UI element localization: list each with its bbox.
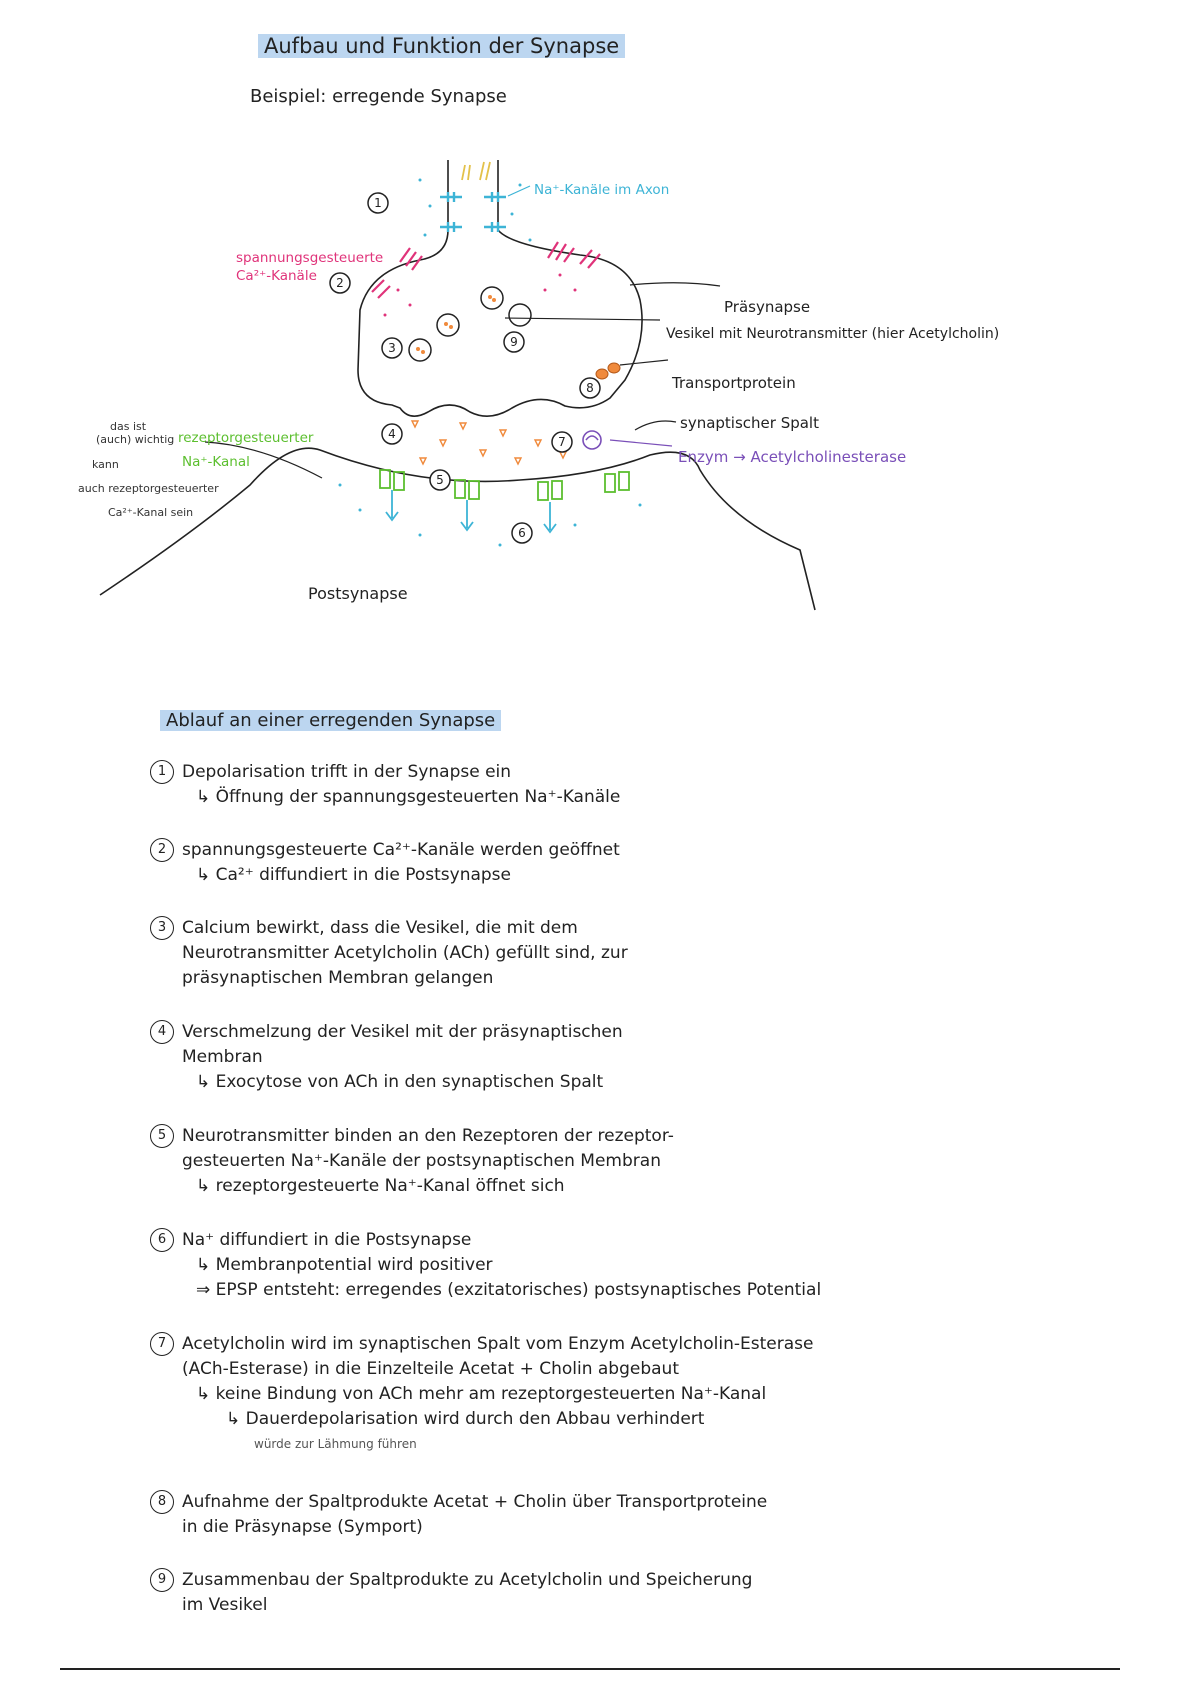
marker-2: 2 (336, 276, 344, 290)
step-2 (150, 838, 1050, 888)
step-line: Zusammenbau der Spaltprodukte zu Acetylcholin und Speicherung (182, 1570, 753, 1590)
leader-lines (205, 283, 720, 478)
process-title: Ablauf an einer erregenden Synapse (160, 710, 501, 731)
label-spalt: synaptischer Spalt (680, 414, 819, 432)
step-line: in die Präsynapse (Symport) (182, 1517, 423, 1537)
marker-7: 7 (558, 435, 566, 449)
step-9 (150, 1568, 1050, 1618)
label-na-axon: Na⁺-Kanäle im Axon (534, 182, 670, 198)
synapse-diagram (0, 140, 1200, 640)
step-number: 8 (150, 1490, 174, 1514)
step-8 (150, 1490, 1050, 1540)
step-number: 9 (150, 1568, 174, 1592)
marker-4: 4 (388, 427, 396, 441)
na-channels-axon (440, 192, 506, 232)
step-3 (150, 916, 1050, 991)
step-line: Neurotransmitter binden an den Rezeptoren der rezeptor- (182, 1126, 674, 1146)
step-line: Neurotransmitter Acetylcholin (ACh) gefüllt sind, zur (182, 943, 628, 963)
side-note-4: auch rezeptorgesteuerter (78, 482, 219, 495)
step-line: Acetylcholin wird im synaptischen Spalt vom Enzym Acetylcholin-Esterase (182, 1334, 814, 1354)
step-line: im Vesikel (182, 1595, 268, 1615)
ion-dots (339, 179, 642, 547)
step-number: 7 (150, 1332, 174, 1356)
step-number: 4 (150, 1020, 174, 1044)
page-subtitle: Beispiel: erregende Synapse (250, 86, 507, 107)
label-transportprotein: Transportprotein (672, 374, 796, 392)
step-line: Membran (182, 1047, 263, 1067)
step-line: ↳ Ca²⁺ diffundiert in die Postsynapse (196, 865, 511, 885)
step-6 (150, 1228, 1050, 1303)
marker-8: 8 (586, 381, 594, 395)
transport-protein (596, 363, 620, 379)
step-line: ↳ Dauerdepolarisation wird durch den Abbau verhindert (226, 1409, 705, 1429)
step-line: Verschmelzung der Vesikel mit der präsynaptischen (182, 1022, 623, 1042)
enzyme-ache (583, 431, 601, 449)
ca-dots (384, 274, 577, 317)
label-enzym: Enzym → Acetylcholinesterase (678, 448, 907, 466)
label-rezeptor-line2: Na⁺-Kanal (182, 454, 250, 470)
page-divider (60, 1668, 1120, 1670)
step-line: ↳ Öffnung der spannungsgesteuerten Na⁺-Kanäle (196, 787, 621, 807)
marker-9: 9 (510, 335, 518, 349)
label-ca-line1: spannungsgesteuerte (236, 250, 384, 266)
step-number: 2 (150, 838, 174, 862)
side-note-2: (auch) wichtig (96, 433, 175, 446)
side-note-5: Ca²⁺-Kanal sein (108, 506, 194, 519)
step-4 (150, 1020, 1050, 1095)
na-influx-arrows (386, 490, 556, 532)
marker-6: 6 (518, 526, 526, 540)
step-7 (150, 1332, 1050, 1457)
step-line: Depolarisation trifft in der Synapse ein (182, 762, 512, 782)
marker-3: 3 (388, 341, 396, 355)
label-vesikel: Vesikel mit Neurotransmitter (hier Acetylcholin) (666, 326, 1000, 342)
step-line: ⇒ EPSP entsteht: erregendes (exzitatorisches) postsynaptisches Potential (196, 1280, 822, 1300)
step-line: spannungsgesteuerte Ca²⁺-Kanäle werden geöffnet (182, 840, 620, 860)
step-1 (150, 760, 1050, 810)
postsynapse-membrane (100, 448, 815, 610)
step-line: ↳ Membranpotential wird positiver (196, 1255, 493, 1275)
na-ion-arrows (462, 162, 490, 180)
marker-1: 1 (374, 196, 382, 210)
cleft-transmitter (412, 421, 566, 464)
step-number: 3 (150, 916, 174, 940)
label-ca-line2: Ca²⁺-Kanäle (236, 268, 317, 284)
receptor-channels (380, 470, 629, 500)
step-5 (150, 1124, 1050, 1199)
step-number: 6 (150, 1228, 174, 1252)
page-title: Aufbau und Funktion der Synapse (258, 34, 625, 58)
step-line: ↳ keine Bindung von ACh mehr am rezeptorgesteuerten Na⁺-Kanal (196, 1384, 767, 1404)
label-praesynapse: Präsynapse (724, 298, 811, 316)
step-number: 1 (150, 760, 174, 784)
step-line: Na⁺ diffundiert in die Postsynapse (182, 1230, 472, 1250)
label-rezeptor-line1: rezeptorgesteuerter (178, 430, 314, 446)
step-line: ↳ Exocytose von ACh in den synaptischen Spalt (196, 1072, 604, 1092)
step-line: Aufnahme der Spaltprodukte Acetat + Cholin über Transportproteine (182, 1492, 768, 1512)
side-note-3: kann (92, 458, 119, 471)
step-line: präsynaptischen Membran gelangen (182, 968, 494, 988)
step-note: würde zur Lähmung führen (254, 1437, 417, 1451)
step-line: ↳ rezeptorgesteuerte Na⁺-Kanal öffnet sich (196, 1176, 565, 1196)
label-postsynapse: Postsynapse (308, 584, 408, 603)
step-line: gesteuerten Na⁺-Kanäle der postsynaptischen Membran (182, 1151, 661, 1171)
marker-5: 5 (436, 473, 444, 487)
step-line: (ACh-Esterase) in die Einzelteile Acetat + Cholin abgebaut (182, 1359, 679, 1379)
side-note-1: das ist (110, 420, 147, 433)
step-line: Calcium bewirkt, dass die Vesikel, die mit dem (182, 918, 578, 938)
step-number: 5 (150, 1124, 174, 1148)
